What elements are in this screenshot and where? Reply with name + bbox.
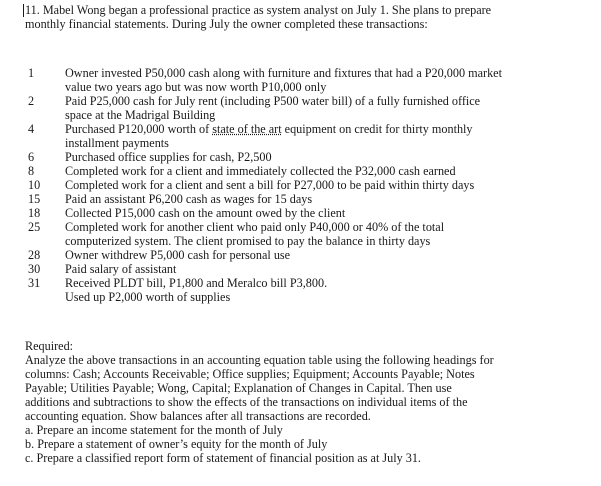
transaction-row: [25, 164, 585, 178]
transaction-text: Completed work for a client and sent a bill for P27,000 to be paid within thirty days: [65, 178, 475, 192]
transaction-day: 18: [28, 206, 41, 220]
required-part-a: a. Prepare an income statement for the month of July: [25, 423, 283, 437]
transaction-row: [25, 150, 585, 164]
transaction-row: [25, 206, 585, 220]
transaction-row: [25, 94, 585, 122]
transaction-day: 1: [28, 66, 35, 80]
required-part-b: b. Prepare a statement of owner’s equity for the month of July: [25, 437, 328, 451]
transaction-day: 4: [28, 122, 35, 136]
transaction-list: [25, 66, 585, 304]
transaction-text: Paid P25,000 cash for July rent (including P500 water bill) of a fully furnished office space at the Madrigal Building: [65, 94, 481, 122]
transaction-text: Owner withdrew P5,000 cash for personal use: [65, 248, 291, 262]
transaction-day: 30: [28, 262, 41, 276]
transaction-day: 8: [28, 164, 35, 178]
transaction-day: 2: [28, 94, 35, 108]
text-cursor: [23, 4, 24, 17]
transaction-day: 15: [28, 192, 41, 206]
transaction-text-part: Purchased P120,000 worth of: [65, 122, 213, 136]
transaction-text: Completed work for another client who paid only P40,000 or 40% of the total computerized system. The client promised to pay the balance in thirty days: [65, 220, 445, 248]
transaction-row: [25, 248, 585, 262]
transaction-text: Purchased office supplies for cash, P2,500: [65, 150, 272, 164]
transaction-text: [65, 122, 585, 150]
transaction-text: Used up P2,000 worth of supplies: [65, 290, 231, 304]
required-heading: Required:: [25, 339, 74, 353]
transaction-text: Owner invested P50,000 cash along with furniture and fixtures that had a P20,000 market value two years ago but was now worth P10,000 only: [65, 66, 502, 94]
transaction-text: Received PLDT bill, P1,800 and Meralco bill P3,800.: [65, 276, 328, 290]
problem-intro: 11. Mabel Wong began a professional practice as system analyst on July 1. She plans to prepare monthly financial statements. During July the owner completed these transactions:: [25, 3, 492, 31]
transaction-text: Collected P15,000 cash on the amount owed by the client: [65, 206, 346, 220]
transaction-row: [25, 66, 585, 94]
transaction-text-part: equipment on credit for thirty monthly installment payments: [65, 122, 473, 150]
transaction-row: [25, 220, 585, 248]
transaction-row: [25, 122, 585, 150]
transaction-text: Completed work for a client and immediately collected the P32,000 cash earned: [65, 164, 456, 178]
transaction-row: [25, 262, 585, 276]
transaction-day: 31: [28, 276, 41, 290]
transaction-row: [25, 276, 585, 290]
transaction-row: [25, 192, 585, 206]
transaction-day: 6: [28, 150, 35, 164]
transaction-row: [25, 178, 585, 192]
required-section: [25, 339, 585, 465]
spellcheck-underlined-phrase: state of the art: [212, 122, 282, 136]
required-part-c: c. Prepare a classified report form of statement of financial position as at July 31.: [25, 451, 421, 465]
transaction-text: Paid an assistant P6,200 cash as wages for 15 days: [65, 192, 313, 206]
transaction-day: 28: [28, 248, 41, 262]
transaction-text: Paid salary of assistant: [65, 262, 177, 276]
required-instructions: Analyze the above transactions in an accounting equation table using the following headings for columns: Cash; Accounts Receivable; Office supplies; Equipment; Accounts Payable; Notes Payable; Utilities Payable; Wong, Capital; Explanation of Changes in Capital. Then use additions and subtractions to show the effects of the transactions on individual items of the accounting equation. Show balances after all transactions are recorded.: [25, 353, 494, 423]
transaction-row: [25, 290, 585, 304]
transaction-day: 25: [28, 220, 41, 234]
transaction-day: 10: [28, 178, 41, 192]
